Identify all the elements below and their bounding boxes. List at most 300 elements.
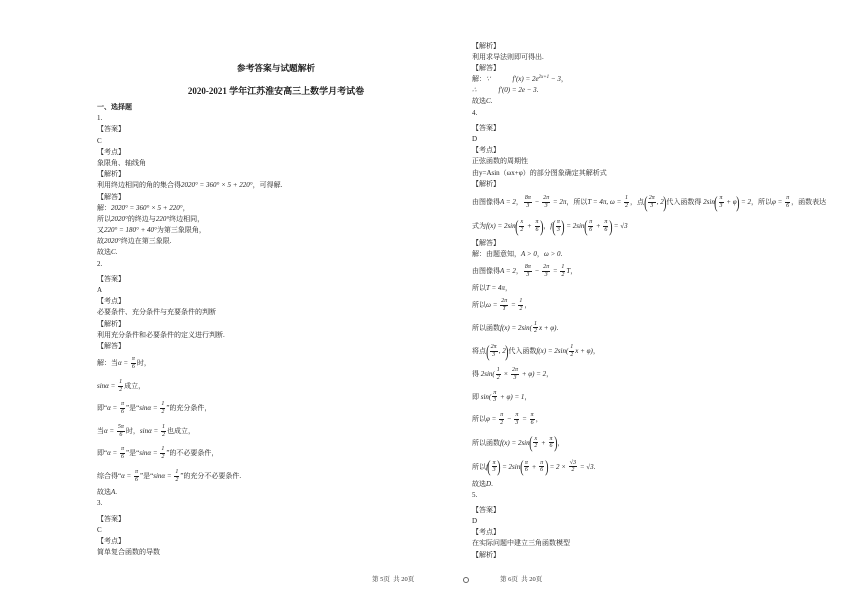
fraction-denominator: 3 [544,202,548,209]
question-number [97,259,455,270]
text-run: 故 [97,237,104,246]
question-number [472,108,847,119]
math-text: f(x) = 2sin( [536,347,569,355]
fraction-denominator: 2 [500,419,504,426]
math-text: x + φ) [575,347,593,355]
text-run: C [97,525,102,534]
answer-choice [97,285,455,296]
text-line [472,52,847,63]
fraction-numerator: π [589,219,593,226]
fraction-numerator: π [556,219,560,226]
fraction-numerator: 1 [161,401,165,408]
math-text: 2020° [111,214,128,223]
text-line [472,85,847,96]
text-line [472,479,847,490]
text-run: 利用终边相同的角的集合得 [97,181,181,190]
fraction-numerator: π [604,219,608,226]
math-text: A [111,488,116,497]
text-run: 【解析】 [472,41,500,50]
fraction [524,460,529,475]
section-label [97,124,455,135]
question-number [97,498,455,509]
text-run: 由y=Asin（ωx+φ）的部分图象确定其解析式 [472,168,607,177]
math-text: ∵ [486,75,491,84]
text-line [472,431,847,455]
fraction-numerator: 1 [496,367,500,374]
fraction-denominator: 6 [530,419,534,426]
answer-choice [97,136,455,147]
fraction-numerator: π [135,468,139,475]
answer-choice [472,516,847,527]
big-right-paren: ) [544,457,549,477]
text-run: ， [543,221,551,230]
fraction-denominator: 3 [513,374,517,381]
fraction-numerator: 2π [511,367,518,374]
fraction-numerator: 8π [524,264,531,271]
math-text: ∴ [472,86,477,95]
fraction [542,195,550,210]
math-text: = [551,267,560,276]
text-run: 解： [97,203,111,212]
math-text: , 2 [656,197,664,206]
fraction [569,344,574,359]
fraction-denominator: 3 [650,202,654,209]
text-run: 所以 [472,301,486,309]
fraction-numerator: π [549,435,553,442]
math-text: = √3 [612,221,628,230]
text-run: 5. [472,490,478,499]
math-text: = √3 [578,462,594,471]
section-label [97,296,455,307]
text-run: 由图像得 [472,197,500,206]
math-text: f′(0) = 2e − 3 [498,86,537,95]
fraction [496,367,501,382]
text-run: ，可得解. [252,181,283,190]
math-text: 220° [155,214,170,223]
math-text: = [520,415,529,423]
text-run: 2. [97,259,103,268]
text-run: 所以 [472,415,486,423]
math-text: = [509,301,518,309]
fraction-denominator: 6 [589,226,593,233]
fraction [499,412,504,427]
math-text: = 2 × [547,462,568,471]
text-run: 成立， [124,381,146,390]
section-label [97,274,455,285]
text-line [472,386,847,409]
text-run: C [97,136,102,145]
text-run: 故选 [472,479,486,488]
text-run: . [560,250,563,259]
text-run: 【考点】 [97,147,125,156]
text-run: ， [524,392,532,401]
text-run: 代入函数 [508,347,537,355]
text-run: . [536,86,539,95]
section-label [97,514,455,525]
text-run: 象限角、轴线角 [97,158,146,167]
text-run: ，点 [630,197,645,206]
text-run: ”的充分不必要条件. [180,471,242,480]
text-run: . [593,462,596,471]
text-run: D [472,517,478,526]
fraction [500,298,508,313]
text-run: . [115,248,118,257]
page-number-right: 第 6页 共 20页 [500,576,543,583]
fraction [533,321,538,336]
text-run: 由图像得 [472,267,500,276]
section-label [472,550,847,561]
text-run: ， [560,75,568,84]
text-run: ， [505,283,512,292]
fraction-numerator: 1 [519,298,523,305]
fraction-numerator: π [530,412,534,419]
fraction-denominator: 2 [520,226,524,233]
fraction-denominator: 3 [526,272,530,279]
section-label [472,505,847,516]
big-left-paren: ( [714,192,718,212]
math-text: φ = [486,415,499,423]
text-run: 为第三象限角， [156,226,206,235]
math-text: + φ [724,197,737,206]
fraction-numerator: π [786,195,790,202]
text-run: 解：由题意知， [472,250,521,259]
fraction-numerator: 5π [117,423,124,430]
math-text: φ = [772,197,785,206]
math-text: + [525,221,534,230]
text-run: 利用求导法则即可得出. [472,52,544,61]
text-run: ，函数表达 [791,197,827,206]
fraction [535,219,540,234]
text-line [97,375,455,398]
section-label [472,145,847,156]
text-run: 时， [125,426,140,435]
text-run: 所以 [472,462,486,471]
text-run: . [491,479,493,488]
fraction-numerator: 1 [175,468,179,475]
text-line [472,408,847,431]
text-run: ， [570,267,578,276]
big-left-paren: ( [515,216,519,236]
math-text: = 2π [551,197,567,206]
fraction-denominator: 6 [135,476,139,483]
text-run: 【考点】 [97,297,125,306]
text-run: 1. [97,114,103,123]
fraction [624,195,629,210]
fraction-numerator: √3 [569,459,577,466]
fraction-denominator: 2 [162,431,165,438]
text-run: ， [182,203,190,212]
text-line [472,190,847,214]
fraction [160,401,165,416]
text-line [97,352,455,375]
text-run: 【解答】 [472,238,500,247]
fraction [588,219,593,234]
fraction-denominator: 3 [526,202,530,209]
fraction-denominator: 2 [119,386,123,393]
math-text: f(x) = 2sin [486,221,516,230]
text-run: 【答案】 [97,274,125,283]
math-text: = 2sin [564,221,585,230]
big-left-paren: ( [519,457,524,477]
fraction [518,298,523,313]
fraction [161,424,166,439]
text-run: 终边在第三象限. [120,237,172,246]
fraction-denominator: 3 [556,226,560,233]
circle-icon [463,577,469,583]
big-left-paren: ( [485,341,490,361]
text-run: ”是“ [140,471,154,480]
question-number [472,490,847,501]
text-run: ， [515,267,523,276]
fraction-numerator: π [493,389,497,396]
page-number-left: 第 5页 共 20页 [372,576,415,583]
fraction-numerator: 1 [570,344,574,351]
fraction-denominator: 2 [496,374,500,381]
fraction [533,436,538,451]
text-line [97,225,455,236]
text-line [472,249,847,260]
text-line [97,203,455,214]
math-text: − [532,197,542,206]
fraction-denominator: 2 [570,351,574,358]
big-right-paren: ) [554,433,558,453]
math-text: f(x) = 2sin [500,438,530,447]
fraction-denominator: T [502,305,506,312]
big-right-paren: ) [736,192,740,212]
text-run: ，所以 [566,197,588,206]
text-line [97,180,455,191]
text-line [97,420,455,443]
fraction [174,469,179,484]
fraction-numerator: π [131,356,135,363]
math-text: + [529,462,539,471]
text-run: ， [535,415,543,423]
math-text: sinα = [139,426,160,435]
text-line [97,247,455,258]
fraction [549,436,554,451]
text-run: ， [536,250,544,259]
text-run: 【解答】 [97,341,125,350]
fraction [524,195,532,210]
math-text: sinα = [153,471,174,480]
math-text: 2020° = 360° × 5 + 220° [181,181,253,190]
fraction [117,424,125,439]
section-label [97,192,455,203]
text-run: 【解析】 [97,170,125,179]
fraction [524,264,532,279]
answer-choice [472,134,847,145]
left-column [97,57,455,558]
fraction-denominator: 6 [524,467,528,474]
math-text: , 2 [498,347,506,355]
text-run: 在实际问题中建立三角函数模型 [472,539,570,548]
math-text: C [486,97,491,106]
text-run: 【解答】 [472,63,500,72]
text-run: 所以 [472,283,486,292]
fraction-denominator: 2 [533,328,537,335]
fraction [131,356,136,371]
text-run: 时， [136,359,151,368]
fraction [556,219,561,234]
text-line [97,487,455,498]
fraction [539,460,544,475]
fraction-denominator: 2 [571,467,575,474]
big-right-paren: ) [561,216,565,236]
fraction [648,195,656,210]
text-run: . [490,97,493,106]
section-heading [97,102,455,113]
fraction [492,390,497,405]
text-line [472,168,847,179]
text-run: 3. [97,499,103,508]
big-right-paren: ) [505,341,509,361]
math-text: sinα = [139,449,160,458]
math-text: = 2 [739,197,752,206]
text-run: 【解析】 [97,319,125,328]
fraction-denominator: 6 [119,431,123,438]
text-run: 4. [472,108,478,117]
math-text: T = 4π [486,283,505,292]
answer-choice [97,525,455,536]
fraction-numerator: 2π [501,298,508,305]
math-text: + [594,221,603,230]
text-run: 所以函数 [472,438,500,447]
fraction-numerator: π [540,459,544,466]
text-run: 将点 [472,347,486,355]
fraction-denominator: 6 [549,443,553,450]
math-text: f(x) = 2sin( [500,323,532,332]
text-run: ， [592,347,600,355]
text-line [472,283,847,294]
fraction-denominator: 3 [492,467,496,474]
fraction-numerator: π [515,412,519,419]
math-text: α = [107,449,120,458]
fraction-denominator: 6 [121,454,125,461]
fraction [560,264,565,279]
text-run: 简单复合函数的导数 [97,548,160,557]
math-text: × [501,370,510,378]
math-text: + [539,438,548,447]
text-line [97,442,455,465]
fraction-denominator: 6 [131,364,135,371]
math-text: f′(x) = 2e [512,75,539,84]
text-line [97,330,455,341]
text-run: ”是“ [126,449,140,458]
text-run: 所以函数 [472,323,500,332]
text-run: ， [524,301,532,309]
big-right-paren: ) [663,192,667,212]
fraction-numerator: π [492,459,496,466]
math-text: D [486,479,492,488]
superscript: 2x+1 [538,75,550,81]
big-right-paren: ) [540,216,544,236]
fraction-numerator: 1 [533,320,537,327]
fraction-denominator: 2 [519,305,523,312]
text-run: 正弦函数的周期性 [472,157,528,166]
text-run: D [472,135,478,143]
text-run: 利用充分条件和必要条件的定义进行判断. [97,330,225,339]
text-run: 必要条件、充分条件与充要条件的判断 [97,308,216,317]
text-run: 一、选择题 [97,103,132,111]
text-run: 即“ [97,449,108,458]
big-left-paren: ( [584,216,588,236]
text-run: 【考点】 [472,146,500,155]
fraction-numerator: π [719,195,723,202]
text-run: 得 [472,370,481,378]
document-title: 参考答案与试题解析 [236,63,316,73]
fraction-denominator: 6 [540,467,544,474]
text-run: 【考点】 [472,528,500,537]
math-text: sinα = [97,381,118,390]
math-text: + φ) = 2 [520,370,547,378]
text-run: 又 [97,226,104,235]
text-run: 【答案】 [472,123,500,132]
text-run: . [115,488,118,497]
section-label [472,527,847,538]
fraction [514,412,519,427]
fraction [785,195,790,210]
text-run: 故选 [97,488,111,497]
math-text: sinα = [139,404,160,413]
text-line [472,363,847,386]
fraction-denominator: 2 [161,409,165,416]
text-run: 【解答】 [97,192,125,201]
big-left-paren: ( [529,433,533,453]
fraction-numerator: x [534,435,538,442]
text-run: 【答案】 [97,125,125,134]
fraction [134,469,139,484]
text-line [97,236,455,247]
text-run: 解：当 [97,359,118,368]
section-label [472,238,847,249]
fraction-numerator: 1 [561,264,565,271]
math-text: 220° = 180° + 40° [104,226,157,235]
text-line [97,547,455,558]
fraction-numerator: 2π [543,195,550,202]
math-text: 2020° [104,237,121,246]
text-run: 即 [472,392,481,401]
text-run: 也成立， [167,426,195,435]
fraction-denominator: 2 [175,476,179,483]
fraction-denominator: 6 [535,226,539,233]
math-text: − [532,267,542,276]
text-run: 所以 [97,214,111,223]
fraction [511,367,519,382]
text-run: ， [515,197,523,206]
text-line [472,317,847,340]
text-run: 综合得“ [97,471,122,480]
math-text: A = 2 [500,267,516,276]
math-text: + φ) = 1 [498,392,525,401]
fraction-numerator: π [121,446,125,453]
text-run: 【答案】 [97,514,125,523]
fraction-numerator: 8π [524,195,531,202]
text-run: 解： [472,75,486,84]
fraction-numerator: 1 [119,378,123,385]
section-label [97,319,455,330]
math-text: 2sin [703,197,715,206]
text-run: ， [557,438,565,447]
text-run: 代入函数得 [666,197,704,206]
fraction-denominator: 2 [625,202,629,209]
big-left-paren: ( [551,216,556,236]
math-text: 2sin( [480,370,495,378]
math-text: A = 2 [500,197,516,206]
text-line [472,538,847,549]
text-run: 故选 [472,97,486,106]
text-run: ”是“ [126,404,140,413]
fraction-denominator: 2 [161,454,165,461]
